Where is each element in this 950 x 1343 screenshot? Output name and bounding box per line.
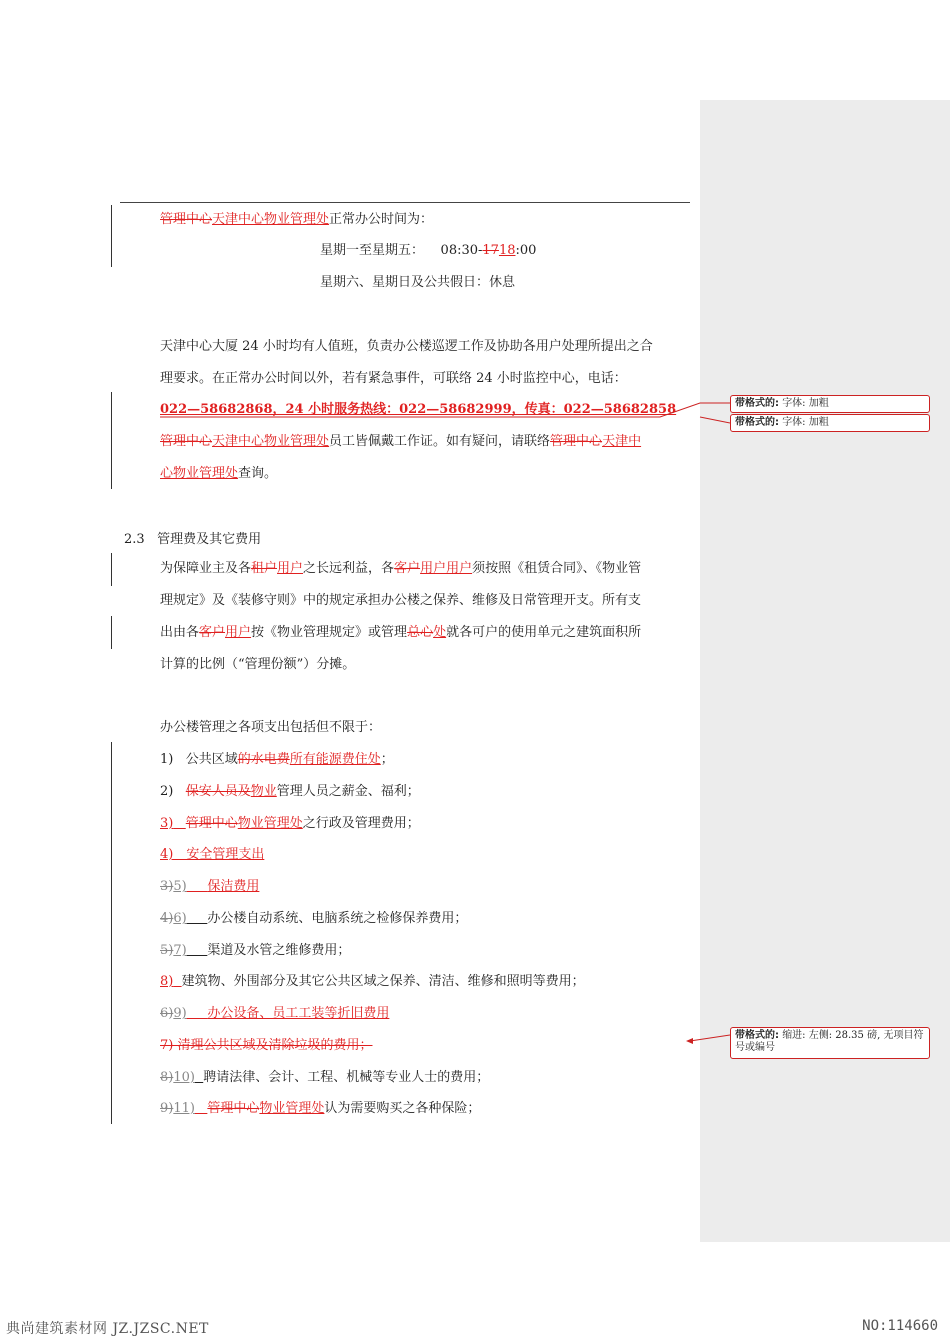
- item-number: 2): [160, 784, 174, 799]
- comment-balloon[interactable]: [730, 414, 930, 432]
- comment-text: 字体: 加粗: [782, 417, 829, 428]
- expense-intro: 办公楼管理之各项支出包括但不限于：: [160, 720, 382, 735]
- text: 按《物业管理规定》或管理: [251, 625, 408, 640]
- section-para-line4: 计算的比例（“管理份额”）分摊。: [160, 657, 356, 672]
- comment-label: 带格式的:: [735, 398, 779, 409]
- item-number: 10): [173, 1070, 195, 1085]
- comment-label: 带格式的:: [735, 417, 779, 428]
- weekend-hours: 星期六、星期日及公共假日：休息: [320, 275, 516, 290]
- connector-arrow: [686, 1038, 693, 1044]
- deleted-number: 8): [160, 1070, 174, 1085]
- inserted-text: 用户: [225, 625, 252, 640]
- deleted-text: 客户: [199, 625, 226, 640]
- text: 办公楼自动系统、电脑系统之检修保养费用；: [207, 911, 468, 926]
- text: 认为需要购买之各种保险；: [324, 1101, 481, 1116]
- inserted-text: 心物业管理处: [160, 466, 239, 481]
- inserted-text: 天津中心物业管理处: [212, 434, 330, 449]
- item-number: 7): [173, 943, 187, 958]
- comment-label: 带格式的:: [735, 1030, 779, 1041]
- item-number: 11): [173, 1101, 195, 1116]
- text: :00: [515, 243, 537, 258]
- inserted-text: 保洁费用: [207, 879, 260, 894]
- deleted-text: 客户: [394, 561, 421, 576]
- deleted-text: 管理中心: [185, 816, 238, 831]
- deleted-text: 总心: [407, 625, 434, 640]
- comment-balloon[interactable]: [730, 395, 930, 413]
- item-number: 1): [160, 752, 174, 767]
- text: 之长远利益，各: [303, 561, 395, 576]
- text: 管理人员之薪金、福利；: [276, 784, 420, 799]
- connector-line: [690, 1035, 730, 1041]
- section-para-line2: 理规定》及《装修守则》中的规定承担办公楼之保养、维修及日常管理开支。所有支: [160, 593, 642, 608]
- deleted-text: 管理中心: [160, 212, 213, 227]
- text: 查询。: [238, 466, 278, 481]
- inserted-text: 物业管理处: [237, 816, 303, 831]
- deleted-text: 管理中心: [207, 1101, 260, 1116]
- text: 公共区域: [185, 752, 238, 767]
- deleted-number: 9): [160, 1101, 174, 1116]
- item-number: 5): [173, 879, 187, 894]
- inserted-text: 物业: [250, 784, 277, 799]
- inserted-text: 处: [433, 625, 447, 640]
- deleted-text: 租户: [251, 561, 278, 576]
- comment-text: 缩进: 左侧: 28.35 磅, 无项目符号或编号: [735, 1030, 924, 1053]
- text: 正常办公时间为：: [329, 212, 434, 227]
- connector-line: [160, 403, 730, 417]
- inserted-text: 办公设备、员工工装等折旧费用: [207, 1006, 390, 1021]
- inserted-text: 天津中: [602, 434, 642, 449]
- para1-line1: 天津中心大厦 24 小时均有人值班，负责办公楼巡逻工作及协助各用户处理所提出之合: [160, 339, 653, 354]
- text: 聘请法律、会计、工程、机械等专业人士的费用；: [203, 1070, 490, 1085]
- text: 渠道及水管之维修费用；: [207, 943, 351, 958]
- text: 出由各: [160, 625, 200, 640]
- deleted-number: 4): [160, 911, 174, 926]
- deleted-list-item: 7) 清理公共区域及清除垃圾的费用；: [160, 1038, 373, 1053]
- list-item: 4) 安全管理支出: [160, 847, 265, 862]
- deleted-text: 保安人员及: [185, 784, 251, 799]
- inserted-text: 物业管理处: [259, 1101, 325, 1116]
- text: 建筑物、外围部分及其它公共区域之保养、清洁、维修和照明等费用；: [181, 974, 585, 989]
- text: 星期一至星期五：: [320, 243, 425, 258]
- watermark-site: 典尚建筑素材网 JZ.JZSC.NET: [6, 1321, 209, 1337]
- section-title: 管理费及其它费用: [157, 532, 262, 547]
- item-number: 8): [160, 974, 174, 989]
- inserted-text: 天津中心物业管理处: [212, 212, 330, 227]
- watermark-number: NO:114660: [862, 1318, 938, 1334]
- deleted-text: 管理中心: [160, 434, 213, 449]
- deleted-number: 5): [160, 943, 174, 958]
- deleted-text: 17: [482, 243, 499, 258]
- comment-balloon[interactable]: [730, 1027, 930, 1059]
- text: 员工皆佩戴工作证。如有疑问，请联络: [329, 434, 551, 449]
- section-number: 2.3: [124, 532, 145, 547]
- deleted-text: 的水电费: [237, 752, 290, 767]
- para1-line2: 理要求。在正常办公时间以外，若有紧急事件，可联络 24 小时监控中心，电话：: [160, 371, 627, 386]
- item-number: 6): [173, 911, 187, 926]
- deleted-number: 3): [160, 879, 174, 894]
- text: 就各可户的使用单元之建筑面积所: [446, 625, 642, 640]
- item-number: 9): [173, 1006, 187, 1021]
- connector-line: [700, 417, 730, 423]
- comment-text: 字体: 加粗: [782, 398, 829, 409]
- para1-phone-line: 022—58682868，24 小时服务热线：022—58682999，传真：022—58682858: [160, 402, 677, 417]
- inserted-text: 所有能源费住处: [289, 752, 381, 767]
- text: 须按照《租赁合同》、《物业管: [472, 561, 642, 576]
- text: 为保障业主及各: [160, 561, 252, 576]
- text: ；: [380, 752, 394, 767]
- inserted-text: 用户: [277, 561, 304, 576]
- item-number: 3): [160, 816, 174, 831]
- inserted-text: 用户用户: [420, 561, 473, 576]
- deleted-text: 管理中心: [550, 434, 603, 449]
- text: 之行政及管理费用；: [302, 816, 420, 831]
- deleted-number: 6): [160, 1006, 174, 1021]
- text: 08:30-: [440, 243, 483, 258]
- inserted-text: 18: [498, 243, 516, 258]
